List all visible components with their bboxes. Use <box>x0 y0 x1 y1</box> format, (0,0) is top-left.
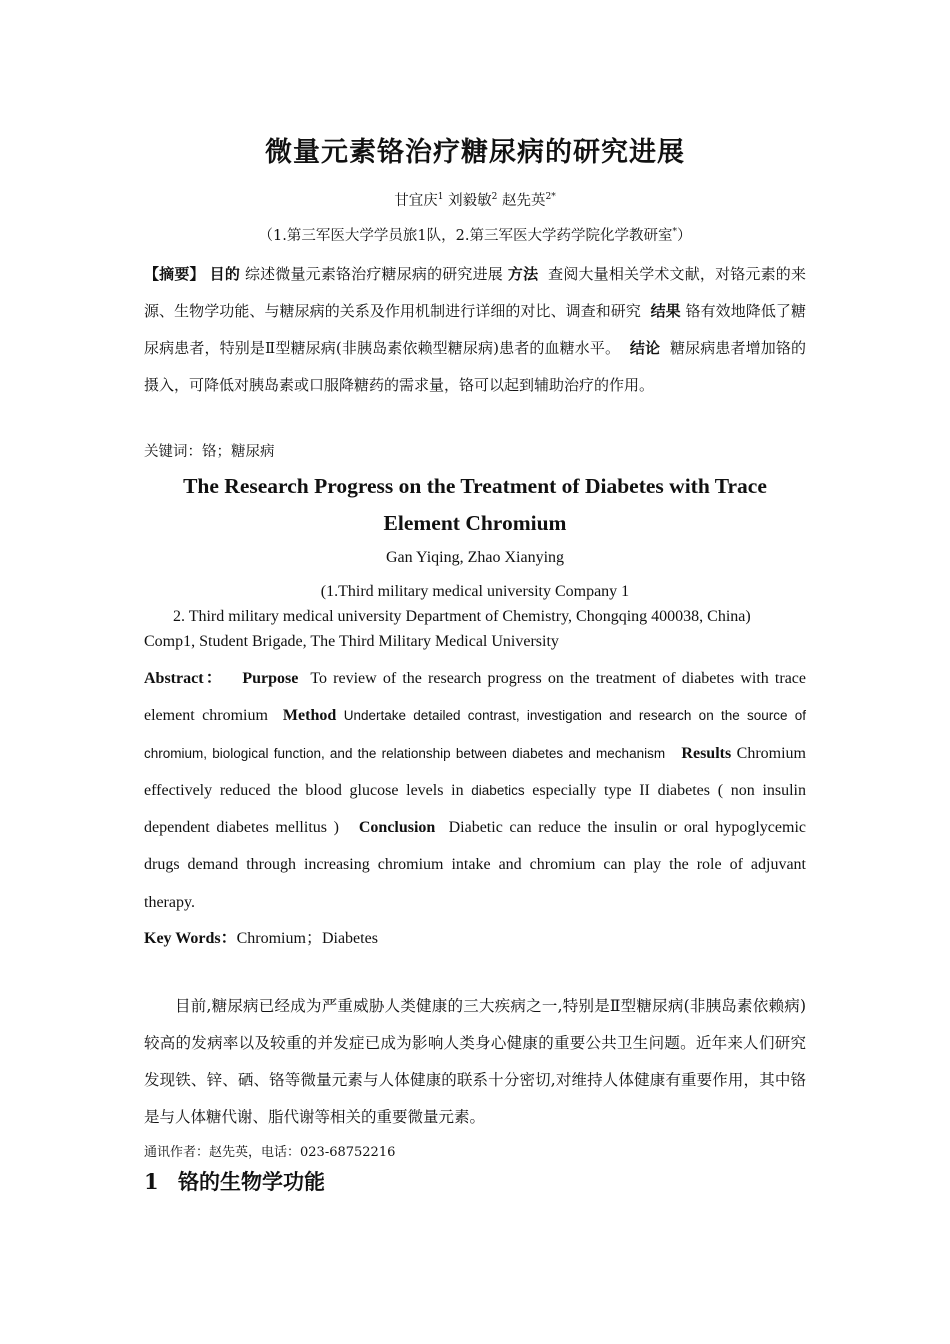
purpose-text: To review of the research progress on the treatment of diabetes with trace element chromium <box>144 670 807 725</box>
section-title: 铬的生物学功能 <box>178 1169 325 1194</box>
chinese-affiliation <box>144 224 806 245</box>
affiliation-text: （1.第三军医大学学员旅1队，2.第三军医大学药学院化学教研室 <box>258 228 673 244</box>
results-text: diabetics <box>471 782 525 798</box>
author-name: 刘毅敏 <box>448 193 492 209</box>
results-label: Results <box>681 744 732 762</box>
author-superscript: 1 <box>437 192 444 203</box>
author-name: 赵先英 <box>501 193 546 209</box>
affiliation-superscript: * <box>672 227 677 238</box>
results-label: 结果 <box>650 302 681 320</box>
conclusion-text: Diabetic can reduce the insulin or oral hypoglycemic drugs demand through increasing chromium intake and chromium can play the role of adjuvant therapy. <box>144 819 807 911</box>
corresponding-author-note: 通讯作者：赵先英，电话：023-68752216 <box>144 1145 396 1160</box>
method-text: Undertake detailed contrast, investigation and research on the source of chromium, biological function, and the relationship between diabetes and mechanism <box>144 708 806 761</box>
results-text: especially type II diabetes ( non insulin dependent diabetes mellitus ) <box>144 781 806 837</box>
results-text: Chromium effectively reduced the blood glucose levels in <box>144 744 806 799</box>
purpose-label: Purpose <box>242 670 299 687</box>
english-affiliation-line: 2. Third military medical university Department of Chemistry, Chongqing 400038, China) <box>173 608 751 625</box>
abstract-label: 【摘要】 <box>144 265 205 283</box>
english-authors: Gan Yiqing, Zhao Xianying <box>385 549 565 566</box>
conclusion-label: 结论 <box>629 339 661 357</box>
affiliation-close: ） <box>676 228 692 244</box>
english-affiliation-line: (1.Third military medical university Company 1 <box>320 583 630 600</box>
conclusion-text: 糖尿病患者增加铬的摄入，可降低对胰岛素或口服降糖药的需求量，铬可以起到辅助治疗的作用。 <box>144 339 806 394</box>
english-title <box>144 468 806 542</box>
abstract-label: Abstract： <box>144 670 224 687</box>
chinese-title: 微量元素铬治疗糖尿病的研究进展 <box>265 137 685 168</box>
author-superscript: 2 <box>491 192 498 203</box>
author-name: 甘宜庆 <box>394 193 438 209</box>
chinese-authors <box>144 189 806 210</box>
english-title-line: Element Chromium <box>383 511 567 535</box>
keywords-text: Chromium；Diabetes <box>236 930 378 947</box>
english-affiliation-line: Comp1, Student Brigade, The Third Military Medical University <box>144 633 559 650</box>
method-label: Method <box>282 707 337 725</box>
section-number: 1 <box>144 1169 159 1194</box>
section-heading <box>144 1166 806 1196</box>
english-title-line: The Research Progress on the Treatment of Diabetes with Trace <box>183 474 767 498</box>
english-abstract <box>144 660 806 921</box>
chinese-keywords: 关键词：铬；糖尿病 <box>144 444 275 460</box>
keywords-label: Key Words： <box>144 930 237 947</box>
intro-paragraph: 目前,糖尿病已经成为严重威胁人类健康的三大疾病之一,特别是Ⅱ型糖尿病(非胰岛素依赖病)较高的发病率以及较重的并发症已成为影响人类身心健康的重要公共卫生问题。近年来人们研究发现铁、锌、硒、铬等微量元素与人体健康的联系十分密切,对维持人体健康有重要作用，其中铬是与人体糖代谢、脂代谢等相关的重要微量元素。 <box>144 997 806 1126</box>
english-keywords <box>144 925 806 948</box>
method-text: 查阅大量相关学术文献，对铬元素的来源、生物学功能、与糖尿病的关系及作用机制进行详细的对比、调查和研究 <box>144 265 806 320</box>
chinese-abstract <box>144 256 806 404</box>
purpose-text: 综述微量元素铬治疗糖尿病的研究进展 <box>244 265 503 283</box>
purpose-label: 目的 <box>209 265 241 283</box>
method-label: 方法 <box>507 265 539 283</box>
author-superscript: 2* <box>545 192 556 203</box>
conclusion-label: Conclusion <box>358 819 436 837</box>
results-text: 铬有效地降低了糖尿病患者，特别是Ⅱ型糖尿病(非胰岛素依赖型糖尿病)患者的血糖水平。 <box>144 302 806 357</box>
